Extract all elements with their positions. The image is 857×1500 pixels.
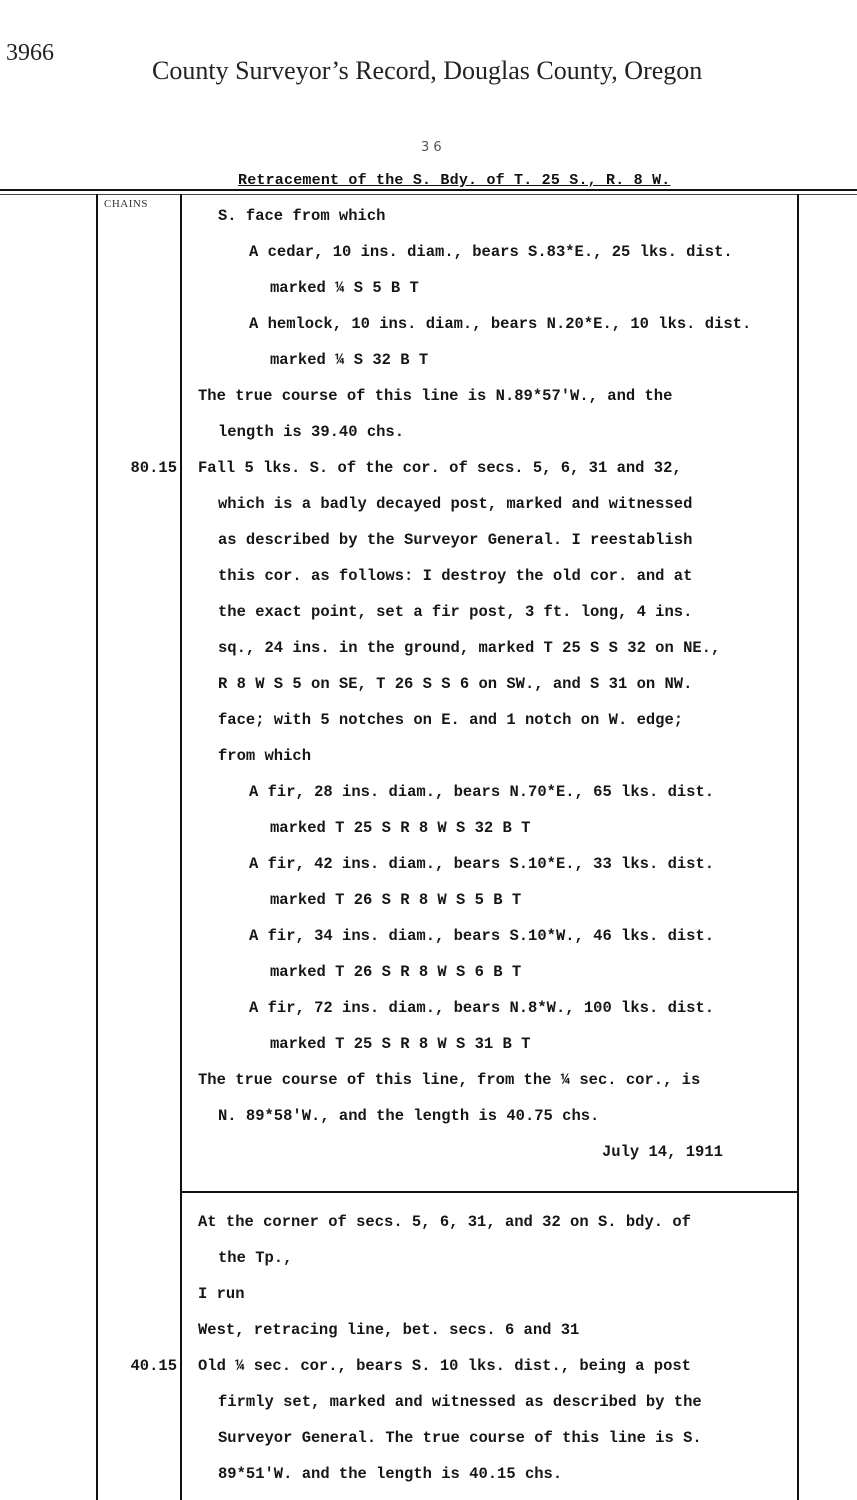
record-line: marked T 26 S R 8 W S 6 B T <box>270 963 522 981</box>
record-line: Fall 5 lks. S. of the cor. of secs. 5, 6, 31 and 32, <box>198 459 682 477</box>
chains-value: 80.15 <box>130 459 177 477</box>
record-line: the exact point, set a fir post, 3 ft. long, 4 ins. <box>218 603 693 621</box>
chains-value: 40.15 <box>130 1357 177 1375</box>
record-line: the Tp., <box>218 1249 293 1267</box>
record-line: marked ¼ S 5 B T <box>270 279 419 297</box>
record-line: firmly set, marked and witnessed as described by the <box>218 1393 702 1411</box>
record-line: At the corner of secs. 5, 6, 31, and 32 on S. bdy. of <box>198 1213 691 1231</box>
left-margin-rule <box>96 194 98 1500</box>
record-line: from which <box>218 747 312 765</box>
record-line: sq., 24 ins. in the ground, marked T 25 S S 32 on NE., <box>218 639 721 657</box>
chains-column-header: CHAINS <box>104 198 148 210</box>
top-rule-thin <box>0 194 857 195</box>
record-line: The true course of this line, from the ¼ sec. cor., is <box>198 1071 701 1089</box>
record-line: marked T 26 S R 8 W S 5 B T <box>270 891 522 909</box>
record-title: County Surveyor’s Record, Douglas County, Oregon <box>152 56 703 85</box>
record-line: marked ¼ S 32 B T <box>270 351 429 369</box>
record-line: West, retracing line, bet. secs. 6 and 31 <box>198 1321 580 1339</box>
record-line: Surveyor General. The true course of this line is S. <box>218 1429 702 1447</box>
record-line: S. face from which <box>218 207 386 225</box>
record-line: A fir, 42 ins. diam., bears S.10*E., 33 lks. dist. <box>249 855 715 873</box>
record-line: R 8 W S 5 on SE, T 26 S S 6 on SW., and S 31 on NW. <box>218 675 693 693</box>
record-line: marked T 25 S R 8 W S 32 B T <box>270 819 531 837</box>
chains-column-rule <box>180 194 182 1500</box>
record-line: A fir, 34 ins. diam., bears S.10*W., 46 lks. dist. <box>249 927 715 945</box>
record-line: Old ¼ sec. cor., bears S. 10 lks. dist., being a post <box>198 1357 691 1375</box>
right-margin-rule <box>797 194 799 1500</box>
record-line: this cor. as follows: I destroy the old cor. and at <box>218 567 693 585</box>
record-line: A hemlock, 10 ins. diam., bears N.20*E., 10 lks. dist. <box>249 315 752 333</box>
page-number: 3966 <box>6 40 54 66</box>
section-divider <box>182 1191 797 1193</box>
record-line: length is 39.40 chs. <box>218 423 405 441</box>
record-line: N. 89*58'W., and the length is 40.75 chs. <box>218 1107 600 1125</box>
record-line: I run <box>198 1285 245 1303</box>
record-line: marked T 25 S R 8 W S 31 B T <box>270 1035 531 1053</box>
record-date: July 14, 1911 <box>602 1143 723 1161</box>
record-line: A cedar, 10 ins. diam., bears S.83*E., 25 lks. dist. <box>249 243 733 261</box>
record-line: The true course of this line is N.89*57'W., and the <box>198 387 673 405</box>
record-line: which is a badly decayed post, marked and witnessed <box>218 495 693 513</box>
record-line: as described by the Surveyor General. I reestablish <box>218 531 693 549</box>
handwritten-page-mark: 3 6 <box>421 140 442 155</box>
record-heading: Retracement of the S. Bdy. of T. 25 S., R. 8 W. <box>238 172 671 189</box>
record-line: face; with 5 notches on E. and 1 notch on W. edge; <box>218 711 684 729</box>
record-line: 89*51'W. and the length is 40.15 chs. <box>218 1465 563 1483</box>
record-line: A fir, 28 ins. diam., bears N.70*E., 65 lks. dist. <box>249 783 715 801</box>
top-rule <box>0 189 857 191</box>
record-line: A fir, 72 ins. diam., bears N.8*W., 100 lks. dist. <box>249 999 715 1017</box>
